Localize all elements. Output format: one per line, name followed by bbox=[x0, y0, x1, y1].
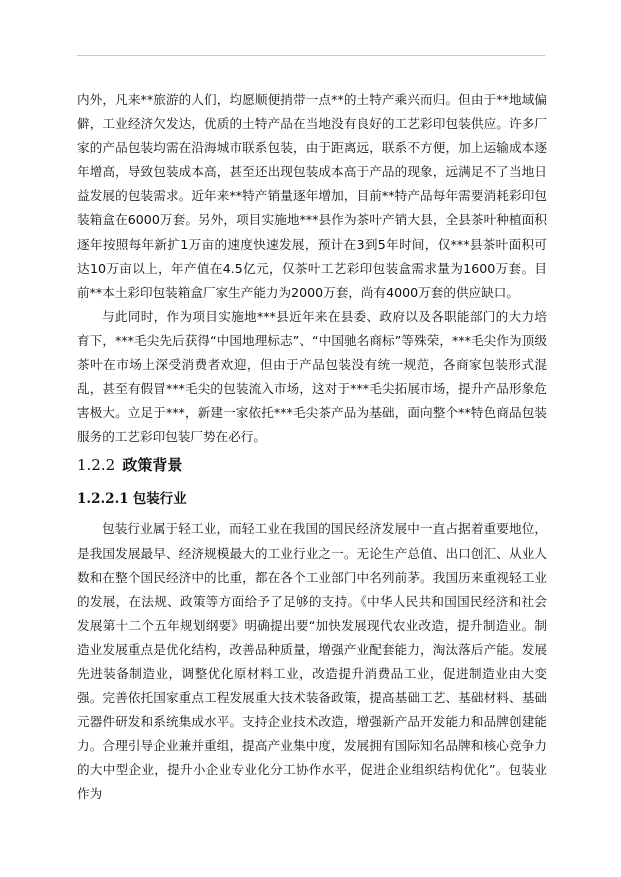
body-paragraph: 与此同时，作为项目实施地***县近年来在县委、政府以及各职能部门的大力培育下，***毛尖先后获得“中国地理标志”、“中国驰名商标”等殊荣，***毛尖作为顶级茶叶在市场上深受消费者欢迎，但由于产品包装没有统一规范，各商家包装形式混乱，甚至有假冒***毛尖的包装流入市场，这对于***毛尖拓展市场，提升产品形象危害极大。立足于***，新建一家依托***毛尖茶产品为基础，面向整个**特色商品包装服务的工艺彩印包装厂势在必行。 bbox=[77, 308, 547, 445]
section-heading-policy-background bbox=[77, 449, 547, 483]
body-paragraph: 包装行业属于轻工业，而轻工业在我国的国民经济发展中一直占据着重要地位，是我国发展最早、经济规模最大的工业行业之一。无论生产总值、出口创汇、从业人数和在整个国民经济中的比重，都在各个工业部门中名列前茅。我国历来重视轻工业的发展，在法规、政策等方面给予了足够的支持。《中华人民共和国国民经济和社会发展第十二个五年规划纲要》明确提出要“加快发展现代农业改造，提升制造业。制造业发展重点是优化结构，改善品种质量，增强产业配套能力，淘汰落后产能。发展先进装备制造业，调整优化原材料工业，改造提升消费品工业，促进制造业由大变强。完善依托国家重点工程发展重大技术装备政策，提高基础工艺、基础材料、基础元器件研发和系统集成水平。支持企业技术改造，增强新产品开发能力和品牌创建能力。合理引导企业兼并重组，提高产业集中度，发展拥有国际知名品牌和核心竞争力的大中型企业，提升小企业专业化分工协作水平，促进企业组织结构优化”。包装业作为 bbox=[77, 521, 547, 802]
body-paragraph: 内外，凡来**旅游的人们，均愿顺便捎带一点**的土特产乘兴而归。但由于**地域偏僻，工业经济欠发达，优质的土特产品在当地没有良好的工艺彩印包装供应。许多厂家的产品包装均需在沿海城市联系包装，由于距离远，联系不方便，加上运输成本逐年增高，导致包装成本高，甚至还出现包装成本高于产品的现象，远满足不了当地日益发展的包装需求。近年来**特产销量逐年增加，目前**特产品每年需要消耗彩印包装箱盒在6000万套。另外，项目实施地***县作为茶叶产销大县，全县茶叶种植面积逐年按照每年新扩1万亩的速度快速发展，预计在3到5年时间，仅***县茶叶面积可达10万亩以上，年产值在4.5亿元，仅茶叶工艺彩印包装盒需求量为1600万套。目前**本土彩印包装箱盒厂家生产能力为2000万套，尚有4000万套的供应缺口。 bbox=[77, 92, 547, 300]
document-body bbox=[77, 88, 547, 807]
subsection-title: 包装行业 bbox=[132, 491, 187, 508]
subsection-heading-packaging-industry bbox=[77, 483, 547, 517]
section-title: 政策背景 bbox=[122, 456, 183, 475]
subsection-number: 1.2.2.1 bbox=[77, 491, 129, 508]
header-rule bbox=[77, 55, 545, 56]
section-number: 1.2.2 bbox=[77, 456, 116, 475]
